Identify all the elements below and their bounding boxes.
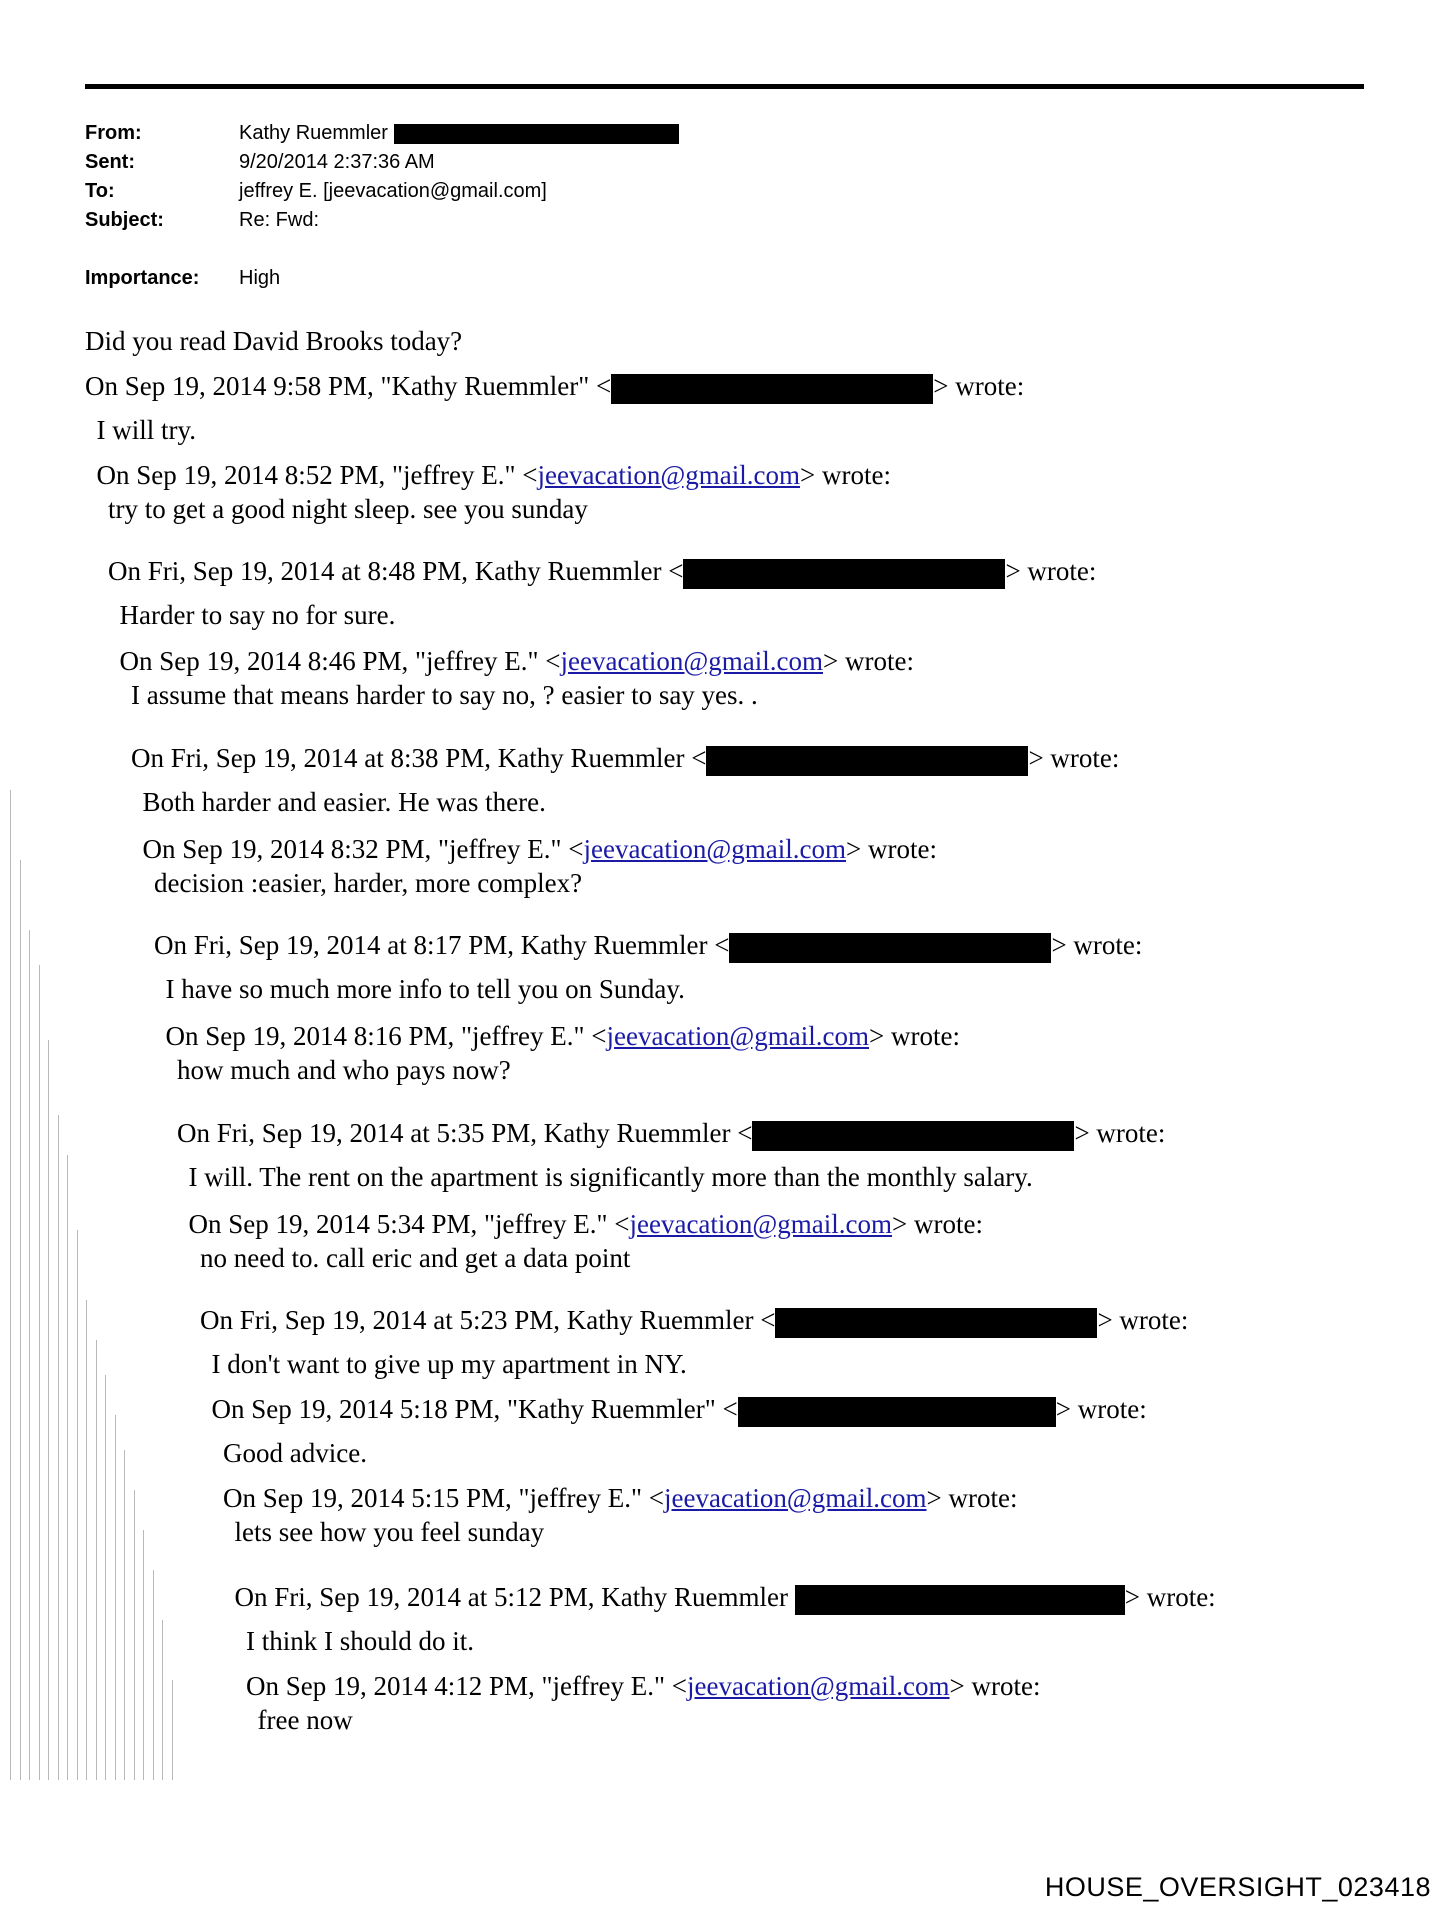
quote-message: I assume that means harder to say no, ? easier to say yes. . — [131, 680, 758, 710]
quote-header-prefix: On Sep 19, 2014 9:58 PM, "Kathy Ruemmler" < — [85, 371, 612, 401]
quote-header — [143, 833, 937, 865]
quote-message: free now — [257, 1705, 353, 1735]
quote-header-prefix: On Sep 19, 2014 8:46 PM, "jeffrey E." < — [119, 646, 561, 676]
to-label: To: — [85, 180, 115, 202]
quote-bar — [10, 790, 11, 1780]
quote-header-prefix: On Fri, Sep 19, 2014 at 5:23 PM, Kathy Ruemmler < — [200, 1305, 776, 1335]
quote-header-prefix: On Sep 19, 2014 8:16 PM, "jeffrey E." < — [165, 1021, 607, 1051]
redaction-bar — [752, 1121, 1074, 1151]
importance-label: Importance: — [85, 267, 200, 289]
quote-header — [235, 1581, 1216, 1615]
sent-value: 9/20/2014 2:37:36 AM — [239, 151, 435, 173]
quote-header-suffix: > wrote: — [869, 1021, 960, 1051]
quote-header — [131, 742, 1119, 776]
quote-bar — [67, 1155, 68, 1780]
quote-bar — [96, 1340, 97, 1780]
redaction-bar — [683, 559, 1005, 589]
quote-message: I will try. — [96, 415, 196, 445]
quote-header-prefix: On Fri, Sep 19, 2014 at 8:17 PM, Kathy Ruemmler < — [154, 930, 730, 960]
email-link[interactable]: jeevacation@gmail.com — [537, 460, 801, 490]
quote-bar — [162, 1620, 163, 1780]
quote-bar — [115, 1415, 116, 1780]
quote-header — [246, 1670, 1040, 1702]
redaction-bar — [738, 1397, 1056, 1427]
quote-header-prefix: On Sep 19, 2014 4:12 PM, "jeffrey E." < — [246, 1671, 687, 1701]
quote-header-prefix: On Sep 19, 2014 8:52 PM, "jeffrey E." < — [96, 460, 538, 490]
quote-bar — [20, 860, 21, 1780]
quote-bar — [29, 930, 30, 1780]
quote-header — [177, 1117, 1165, 1151]
to-value: jeffrey E. [jeevacation@gmail.com] — [239, 180, 547, 202]
quote-bar — [77, 1230, 78, 1780]
quote-header-prefix: On Sep 19, 2014 5:15 PM, "jeffrey E." < — [223, 1483, 664, 1513]
quote-header-suffix: > wrote: — [949, 1671, 1041, 1701]
redaction-bar — [729, 933, 1051, 963]
quote-bar — [58, 1115, 59, 1780]
quote-bar — [105, 1375, 106, 1780]
quote-bar — [134, 1490, 135, 1780]
quote-message: I have so much more info to tell you on Sunday. — [165, 974, 685, 1004]
quote-header — [108, 555, 1096, 589]
redaction-bar — [706, 746, 1028, 776]
quote-header-prefix: On Sep 19, 2014 5:34 PM, "jeffrey E." < — [188, 1209, 630, 1239]
quote-header — [85, 370, 1024, 404]
quote-message: how much and who pays now? — [177, 1055, 511, 1085]
quote-bar — [48, 1040, 49, 1780]
quote-bar — [124, 1450, 125, 1780]
quote-header — [166, 1020, 960, 1052]
redaction-bar — [775, 1308, 1097, 1338]
quote-header-prefix: On Sep 19, 2014 8:32 PM, "jeffrey E." < — [142, 834, 584, 864]
from-label: From: — [85, 122, 142, 144]
quote-message: lets see how you feel sunday — [234, 1517, 545, 1547]
opening-line: Did you read David Brooks today? — [85, 326, 463, 356]
bates-number: HOUSE_OVERSIGHT_023418 — [1044, 1872, 1431, 1902]
quote-header-suffix: > wrote: — [846, 834, 937, 864]
quote-header-suffix: > wrote: — [800, 460, 891, 490]
quote-header-suffix: > wrote: — [1124, 1582, 1216, 1612]
quote-header-prefix: On Fri, Sep 19, 2014 at 5:12 PM, Kathy Ruemmler — [234, 1582, 795, 1612]
quote-header — [154, 929, 1142, 963]
quote-header-suffix: > wrote: — [823, 646, 914, 676]
quote-header — [223, 1482, 1017, 1514]
quote-message: Good advice. — [223, 1438, 367, 1468]
quote-header — [97, 459, 891, 491]
redaction-bar — [795, 1585, 1125, 1615]
importance-value: High — [239, 267, 281, 289]
from-name: Kathy Ruemmler — [239, 122, 388, 144]
quote-bar — [172, 1680, 173, 1780]
quote-header-suffix: > wrote: — [926, 1483, 1018, 1513]
quote-header — [212, 1393, 1147, 1427]
quote-header — [200, 1304, 1188, 1338]
email-link[interactable]: jeevacation@gmail.com — [664, 1483, 927, 1513]
redaction-bar — [394, 124, 679, 144]
quote-bar — [86, 1300, 87, 1780]
quote-message: Harder to say no for sure. — [119, 600, 396, 630]
quote-header-suffix: > wrote: — [1074, 1118, 1166, 1148]
email-link[interactable]: jeevacation@gmail.com — [583, 834, 847, 864]
quote-message: try to get a good night sleep. see you sunday — [108, 494, 588, 524]
quote-message: Both harder and easier. He was there. — [142, 787, 546, 817]
quote-header-suffix: > wrote: — [1055, 1394, 1147, 1424]
email-link[interactable]: jeevacation@gmail.com — [629, 1209, 893, 1239]
quote-header-prefix: On Fri, Sep 19, 2014 at 8:48 PM, Kathy Ruemmler < — [108, 556, 684, 586]
quote-header-suffix: > wrote: — [1051, 930, 1143, 960]
email-link[interactable]: jeevacation@gmail.com — [560, 646, 824, 676]
subject-label: Subject: — [85, 209, 164, 231]
quote-header-suffix: > wrote: — [1028, 743, 1120, 773]
quote-header-prefix: On Sep 19, 2014 5:18 PM, "Kathy Ruemmler" < — [211, 1394, 738, 1424]
quote-header-suffix: > wrote: — [1097, 1305, 1189, 1335]
quote-header-prefix: On Fri, Sep 19, 2014 at 8:38 PM, Kathy Ruemmler < — [131, 743, 707, 773]
quote-message: I don't want to give up my apartment in NY. — [211, 1349, 687, 1379]
quote-header — [189, 1208, 983, 1240]
quote-header-suffix: > wrote: — [1005, 556, 1097, 586]
quote-message: no need to. call eric and get a data point — [200, 1243, 631, 1273]
from-value — [239, 121, 679, 145]
quote-header-suffix: > wrote: — [892, 1209, 983, 1239]
quote-message: decision :easier, harder, more complex? — [154, 868, 583, 898]
quote-header-prefix: On Fri, Sep 19, 2014 at 5:35 PM, Kathy Ruemmler < — [177, 1118, 753, 1148]
quote-bar — [39, 965, 40, 1780]
email-link[interactable]: jeevacation@gmail.com — [687, 1671, 950, 1701]
redaction-bar — [611, 374, 933, 404]
quote-bar — [153, 1570, 154, 1780]
quote-message: I think I should do it. — [246, 1626, 474, 1656]
quote-message: I will. The rent on the apartment is significantly more than the monthly salary. — [188, 1162, 1033, 1192]
quote-header-suffix: > wrote: — [933, 371, 1025, 401]
quote-header — [120, 645, 914, 677]
quote-bar — [143, 1530, 144, 1780]
subject-value: Re: Fwd: — [239, 209, 320, 231]
header-rule — [85, 84, 1364, 89]
sent-label: Sent: — [85, 151, 135, 173]
email-link[interactable]: jeevacation@gmail.com — [606, 1021, 870, 1051]
